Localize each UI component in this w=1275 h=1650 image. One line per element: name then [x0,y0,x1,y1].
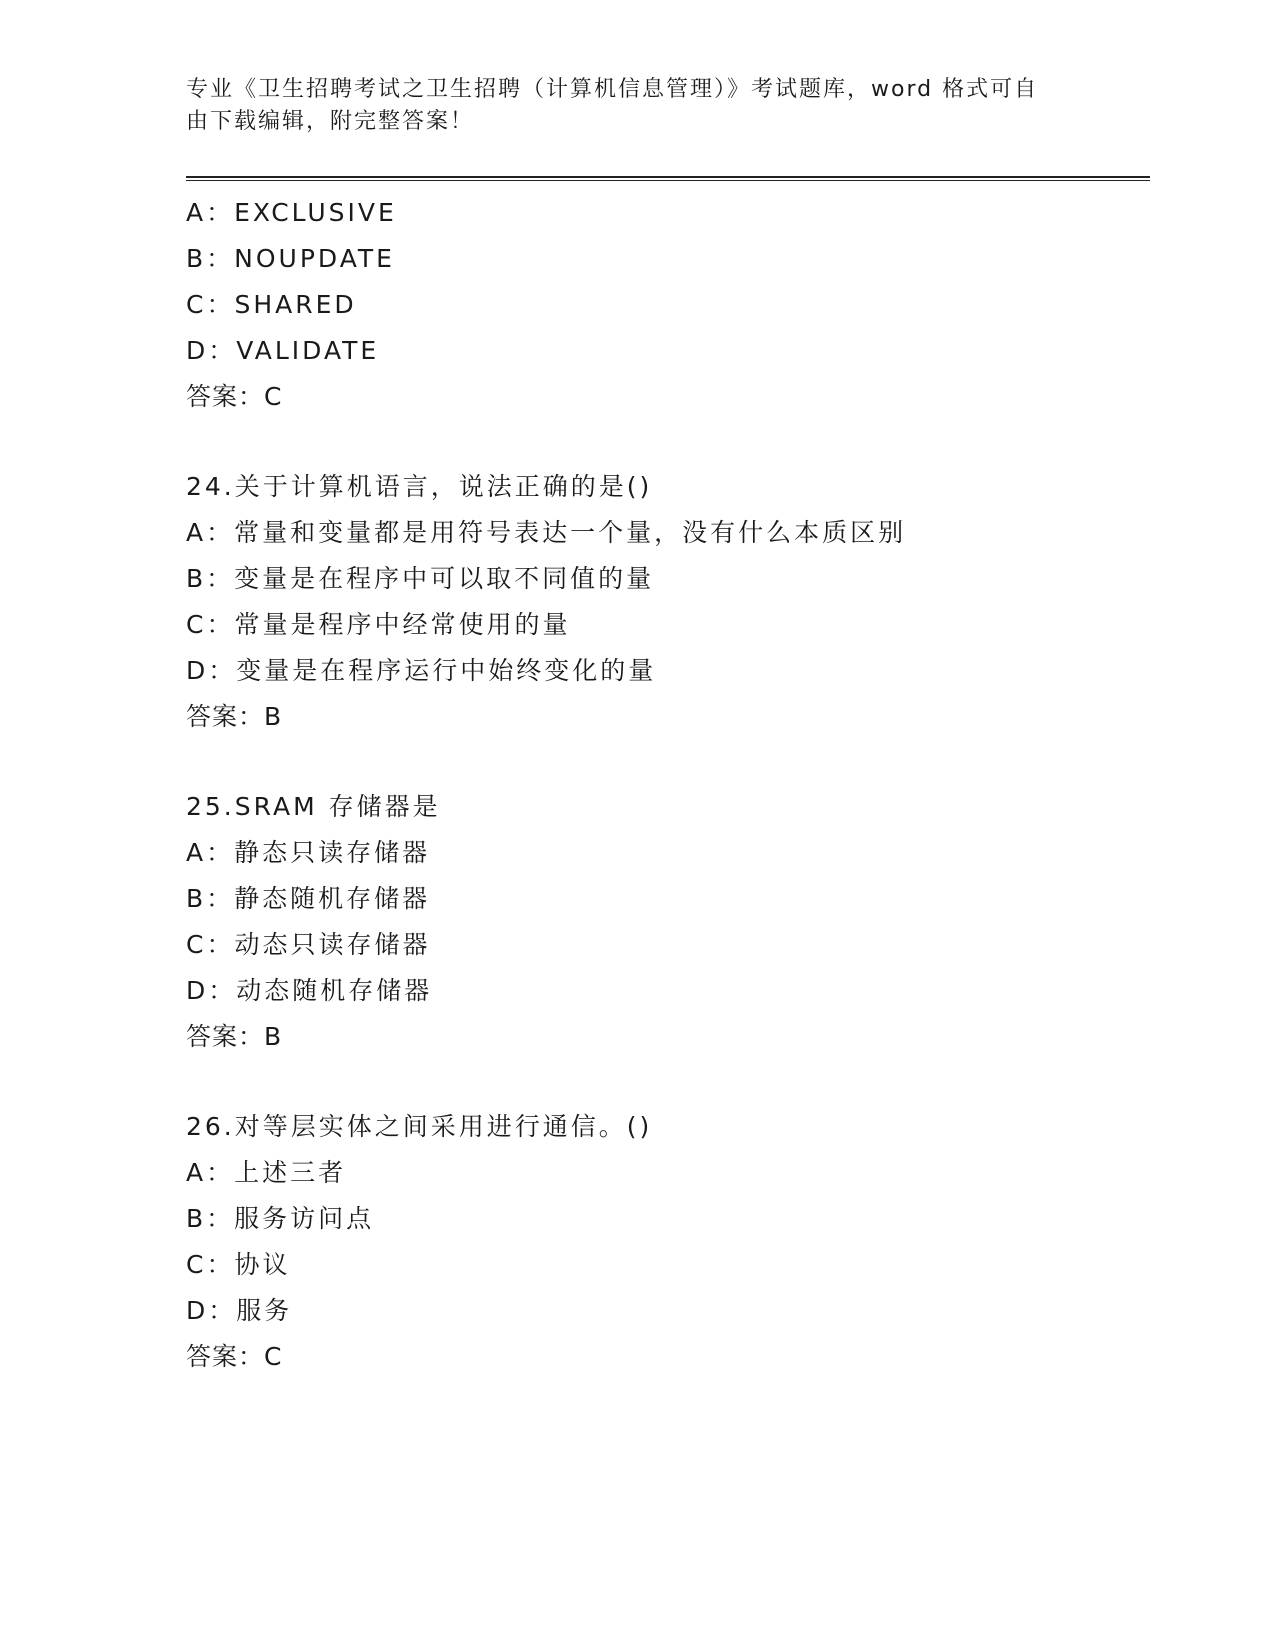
option-b: B：变量是在程序中可以取不同值的量 [186,564,655,593]
option-d: D：动态随机存储器 [186,976,433,1005]
header-line-2: 由下载编辑，附完整答案！ [186,109,475,134]
option-c: C：SHARED [186,290,357,319]
header-line-1: 专业《卫生招聘考试之卫生招聘（计算机信息管理）》考试题库，word 格式可自 [186,77,1039,102]
option-b: B：服务访问点 [186,1204,375,1233]
option-a: A：EXCLUSIVE [186,198,397,227]
option-a: A：上述三者 [186,1158,347,1187]
option-d: D：变量是在程序运行中始终变化的量 [186,656,657,685]
question-text: 26.对等层实体之间采用进行通信。() [186,1112,653,1141]
answer-line: 答案：C [186,382,283,411]
question-24-block [186,464,1150,740]
option-b: B：静态随机存储器 [186,884,431,913]
question-text: 25.SRAM 存储器是 [186,792,441,821]
answer-line: 答案：B [186,1022,283,1051]
document-header [186,74,1066,138]
question-text: 24.关于计算机语言，说法正确的是() [186,472,653,501]
option-c: C：动态只读存储器 [186,930,431,959]
answer-line: 答案：C [186,1342,283,1371]
option-a: A：静态只读存储器 [186,838,431,867]
question-26-block [186,1104,1150,1380]
option-b: B：NOUPDATE [186,244,395,273]
option-d: D：VALIDATE [186,336,380,365]
header-divider [186,176,1150,181]
option-c: C：协议 [186,1250,291,1279]
question-25-block [186,784,1150,1060]
question-list [186,190,1150,1380]
option-c: C：常量是程序中经常使用的量 [186,610,571,639]
question-23-block [186,190,1150,420]
option-d: D：服务 [186,1296,293,1325]
answer-line: 答案：B [186,702,283,731]
option-a: A：常量和变量都是用符号表达一个量，没有什么本质区别 [186,518,907,547]
